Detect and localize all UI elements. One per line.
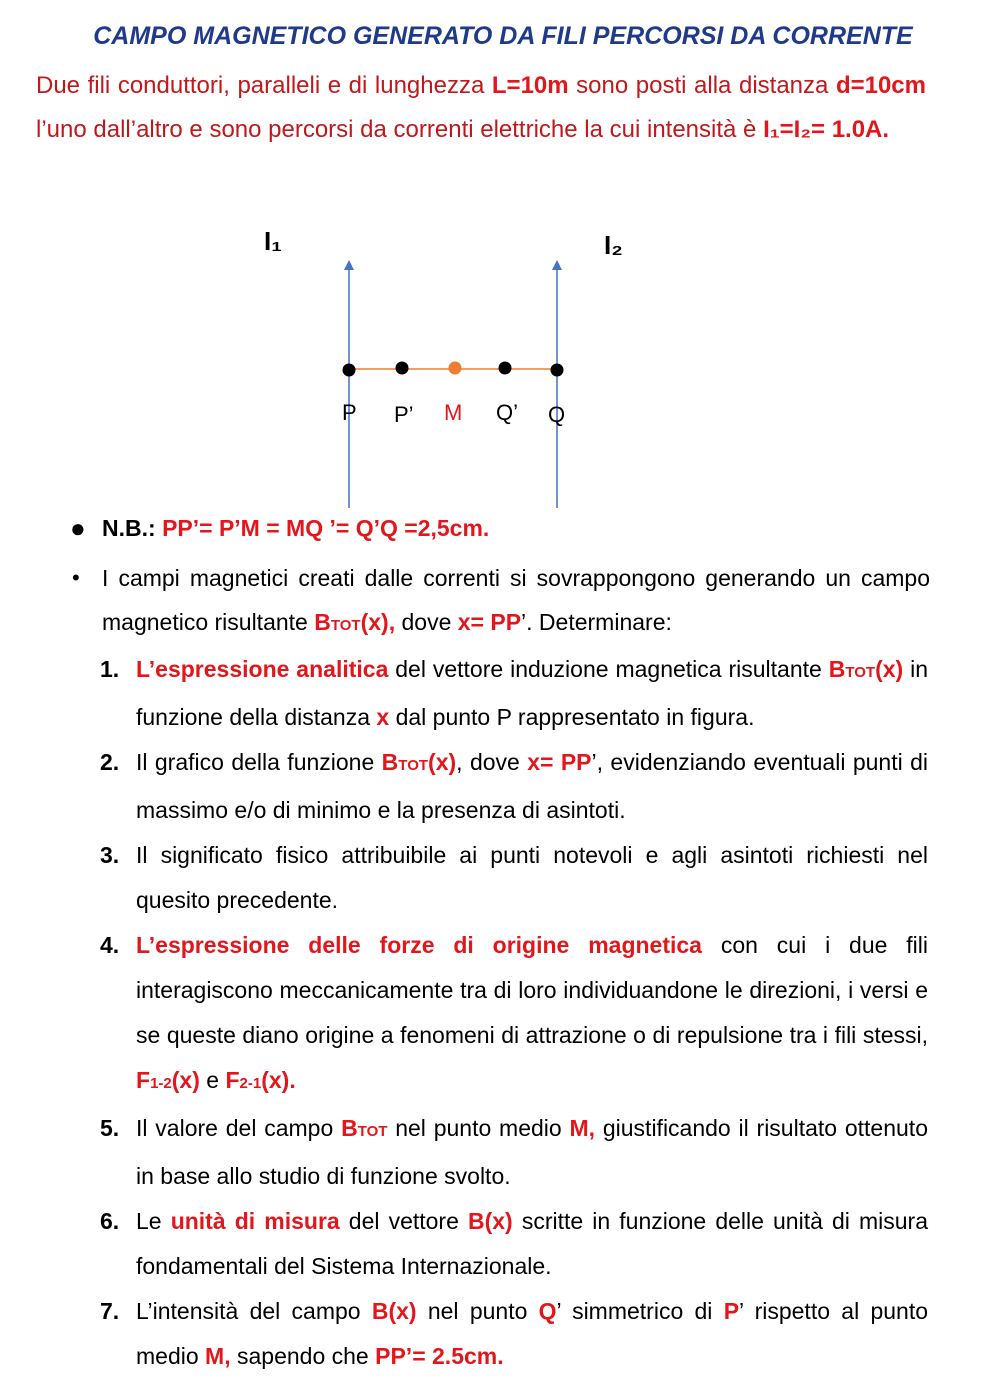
- distance-value: d=10cm: [835, 72, 926, 99]
- bullet-list: [70, 506, 930, 648]
- point-p-prime: [396, 362, 409, 375]
- bullet-dot-2: •: [72, 565, 80, 590]
- question-3: 3. Il significato fisico attribuibile ai punti notevoli e agli asintoti richiesti nel quesito precedente.: [100, 833, 928, 923]
- question-list: [100, 647, 928, 1379]
- intro-text-1: Due fili conduttori, paralleli e di lunghezza: [36, 72, 492, 99]
- label-p: P: [342, 400, 357, 425]
- wire-1-arrow: [344, 260, 354, 270]
- nb-label: N.B.:: [102, 515, 163, 541]
- label-m: M: [444, 400, 463, 425]
- fields-bullet: [70, 556, 930, 648]
- fields-text-1: I campi magnetici creati dalle correnti si sovrappongono generando un campo magnetico risultante: [102, 565, 930, 635]
- question-number: 7.: [100, 1298, 120, 1324]
- question-number: 3.: [100, 842, 120, 868]
- bullet-dot: ●: [70, 513, 86, 543]
- wire-1-label: I₁: [264, 226, 282, 256]
- intro-text-3: l’uno dall’altro e sono percorsi da correnti elettriche la cui intensità è: [36, 116, 764, 143]
- page-title: CAMPO MAGNETICO GENERATO DA FILI PERCORSI DA CORRENTE: [93, 22, 913, 50]
- question-number: 4.: [100, 932, 120, 958]
- question-7: 7. L’intensità del campo B(x) nel punto Q’ simmetrico di P’ rispetto al punto medio M, sapendo che PP’= 2.5cm.: [100, 1289, 928, 1379]
- question-number: 6.: [100, 1208, 120, 1234]
- fields-text-3: ’. Determinare:: [521, 609, 672, 635]
- current-value: I₁=I₂= 1.0A.: [763, 116, 890, 143]
- x-definition: x= PP: [457, 609, 522, 635]
- question-1: 1. L’espressione analitica del vettore induzione magnetica risultante BTOT(x) in funzione della distanza x dal punto P rappresentato in figura.: [100, 647, 928, 740]
- btot-symbol: BTOT(x),: [314, 609, 396, 635]
- question-number: 5.: [100, 1115, 120, 1141]
- intro-paragraph: [36, 64, 926, 152]
- length-value: L=10m: [491, 72, 569, 99]
- question-number: 2.: [100, 749, 120, 775]
- point-q: [551, 364, 564, 377]
- fields-text-2: dove: [395, 609, 458, 635]
- question-5: 5. Il valore del campo BTOT nel punto medio M, giustificando il risultato ottenuto in base allo studio di funzione svolto.: [100, 1106, 928, 1199]
- wire-2-arrow: [552, 260, 562, 270]
- label-q: Q: [548, 402, 566, 427]
- intro-text-2: sono posti alla distanza: [568, 72, 836, 99]
- point-p: [343, 364, 356, 377]
- wire-2-label: I₂: [604, 230, 623, 260]
- label-p-prime: P’: [394, 402, 414, 427]
- wires-diagram: [0, 220, 1006, 520]
- wires-svg: [0, 220, 1006, 520]
- point-m: [449, 362, 462, 375]
- question-6: 6. Le unità di misura del vettore B(x) scritte in funzione delle unità di misura fondamentali del Sistema Internazionale.: [100, 1199, 928, 1289]
- question-4: 4. L’espressione delle forze di origine magnetica con cui i due fili interagiscono meccanicamente tra di loro individuandone le direzioni, i versi e se queste diano origine a fenomeni di attrazione o di repulsione tra i fili stessi, F1-2(x) e F2-1(x).: [100, 923, 928, 1106]
- nb-text: PP’= P’M = MQ ’= Q’Q =2,5cm.: [162, 515, 490, 541]
- question-2: 2. Il grafico della funzione BTOT(x), dove x= PP’, evidenziando eventuali punti di massimo e/o di minimo e la presenza di asintoti.: [100, 740, 928, 833]
- label-q-prime: Q’: [496, 400, 518, 425]
- nb-bullet: [70, 506, 930, 550]
- point-q-prime: [499, 362, 512, 375]
- question-number: 1.: [100, 656, 120, 682]
